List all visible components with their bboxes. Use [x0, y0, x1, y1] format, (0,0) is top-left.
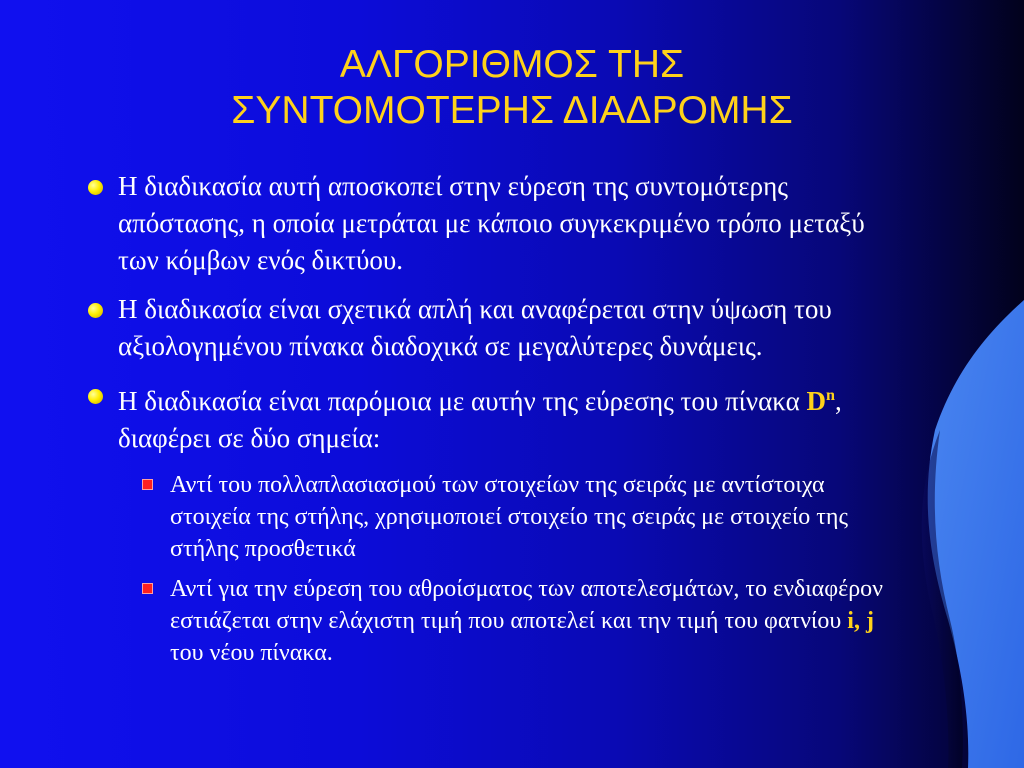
sub-bullet-item-2 — [142, 573, 904, 669]
square-bullet-icon — [142, 583, 153, 594]
cell-index: i, j — [847, 608, 874, 634]
sub-bullet-text-before: Αντί για την εύρεση του αθροίσματος των αποτελεσμάτων, το ενδιαφέρον εστιάζεται στην ελάχιστη τιμή που αποτελεί και την τιμή του φατνίου — [170, 576, 884, 634]
page-title — [0, 42, 1024, 134]
bullet-dot-icon — [88, 303, 103, 318]
sub-bullet-item-1 — [142, 469, 904, 565]
square-bullet-icon — [142, 479, 153, 490]
sub-bullet-text-after: του νέου πίνακα. — [170, 640, 333, 666]
bullet-item-1 — [84, 168, 904, 279]
bullet-text: Η διαδικασία είναι σχετικά απλή και αναφέρεται στην ύψωση του αξιολογημένου πίνακα διαδοχικά σε μεγαλύτερες δυνάμεις. — [118, 294, 832, 361]
sub-bullet-text: Αντί του πολλαπλασιασμού των στοιχείων της σειράς με αντίστοιχα στοιχεία της στήλης, χρησιμοποιεί στοιχείο της σειράς με στοιχείο της στήλης προσθετικά — [170, 472, 848, 562]
content-body — [84, 168, 904, 677]
title-line-2: ΣΥΝΤΟΜΟΤΕΡΗΣ ΔΙΑΔΡΟΜΗΣ — [231, 89, 793, 132]
matrix-exponent: n — [826, 386, 836, 404]
bullet-item-2 — [84, 291, 904, 365]
bullet-text-before: Η διαδικασία είναι παρόμοια με αυτήν της εύρεσης του πίνακα — [118, 386, 807, 416]
title-line-1: ΑΛΓΟΡΙΘΜΟΣ ΤΗΣ — [339, 43, 685, 86]
bullet-dot-icon — [88, 180, 103, 195]
bullet-text: Η διαδικασία αυτή αποσκοπεί στην εύρεση της συντομότερης απόστασης, η οποία μετράται με κάποιο συγκεκριμένο τρόπο μεταξύ των κόμβων ενός δικτύου. — [118, 171, 865, 275]
swoosh-light — [928, 300, 1024, 768]
bullet-text-after: , διαφέρει σε δύο σημεία: — [118, 386, 842, 453]
bullet-item-3 — [84, 377, 904, 457]
bullet-dot-icon — [88, 389, 103, 404]
matrix-name: D — [806, 386, 826, 416]
